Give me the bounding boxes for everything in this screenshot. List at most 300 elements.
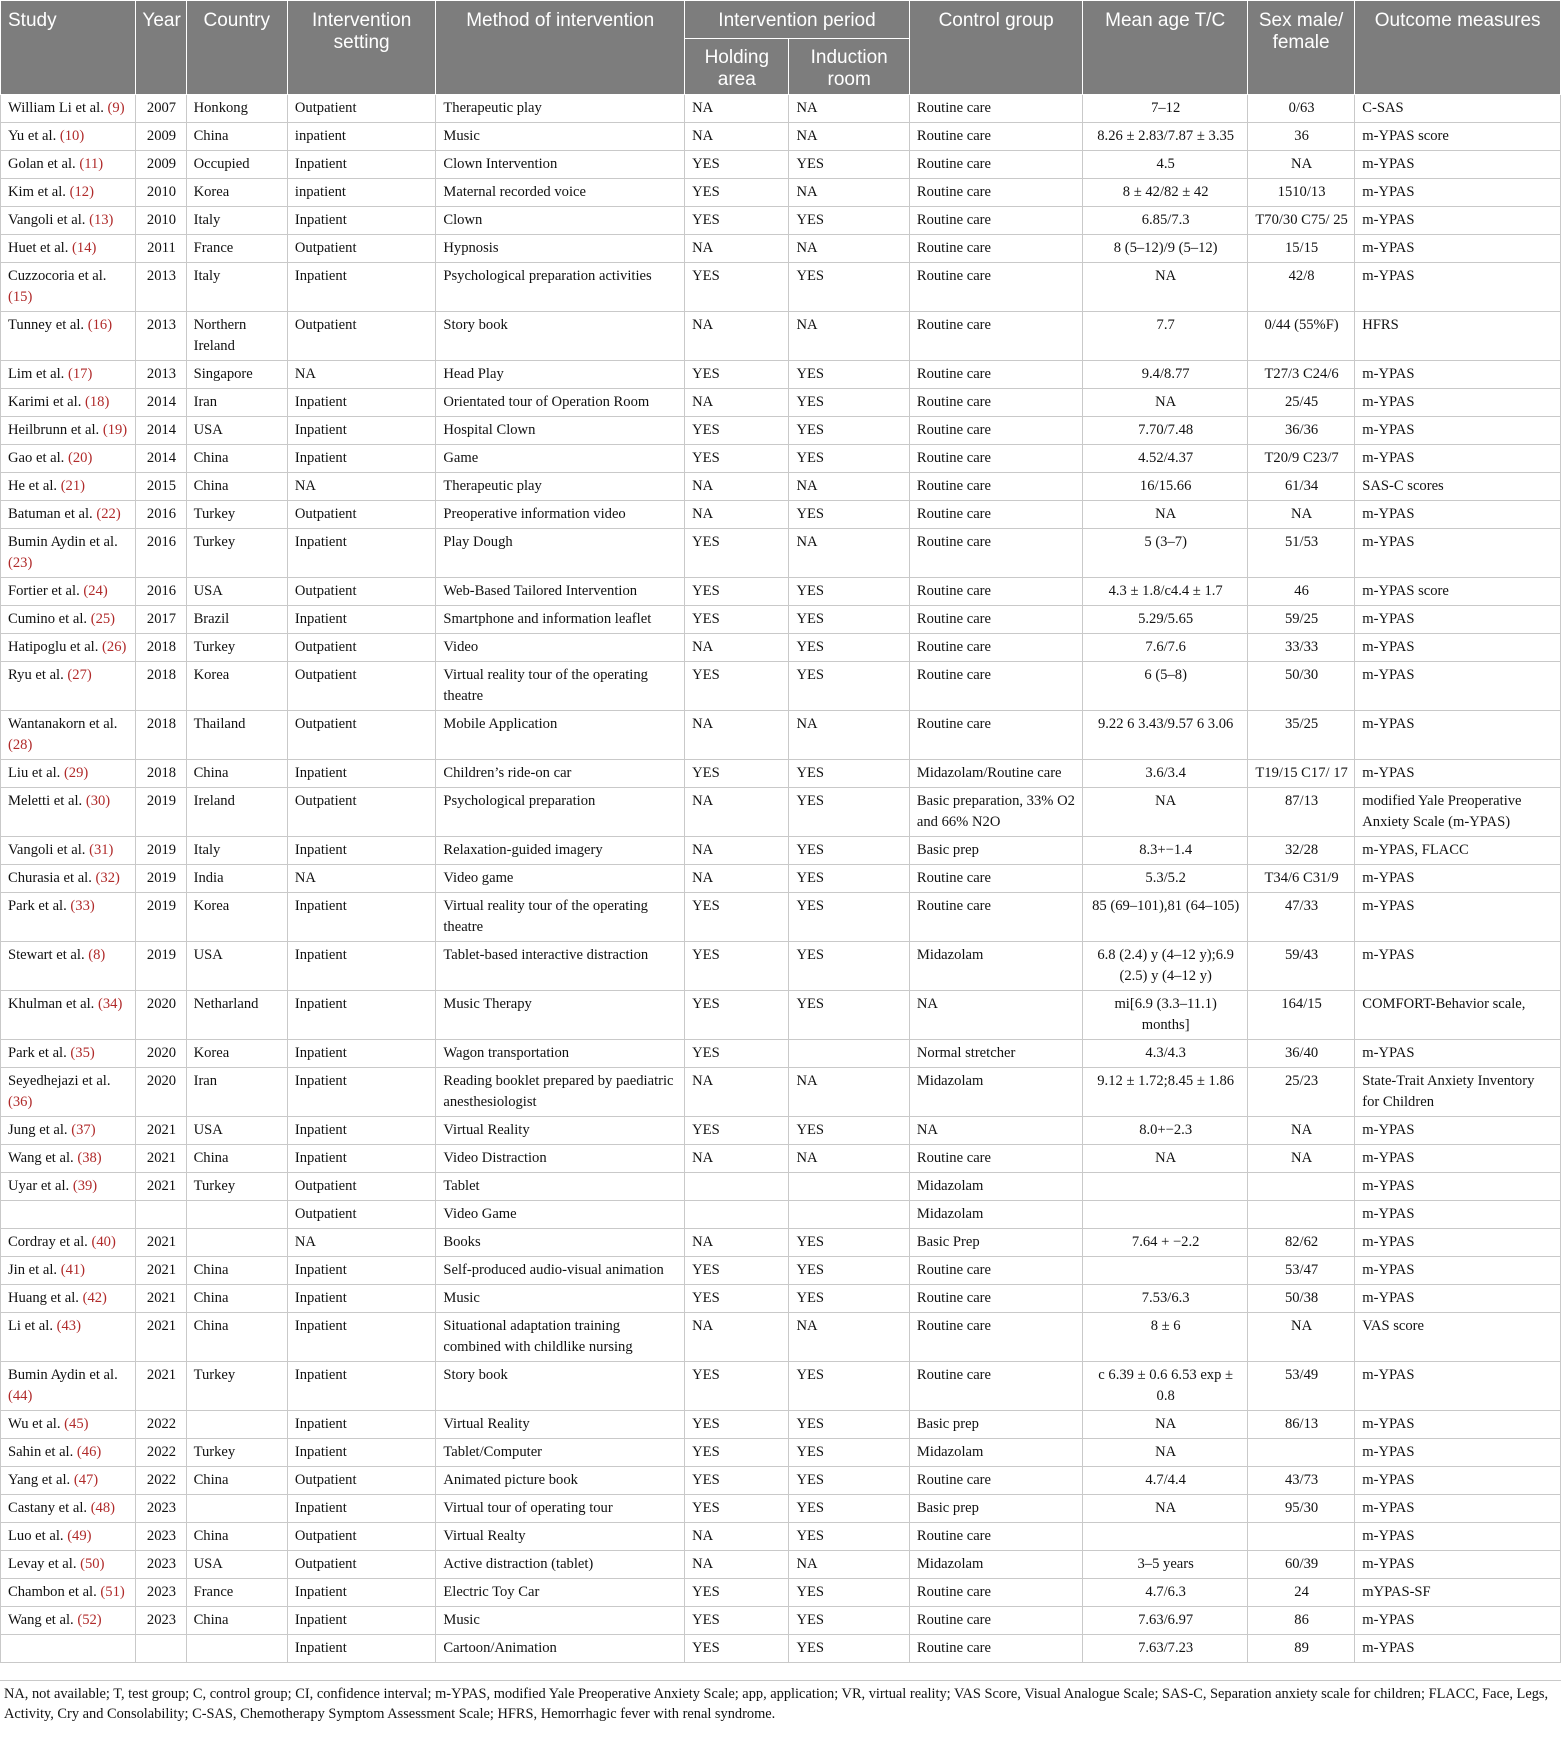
table-row [1,1439,1561,1467]
reference-link[interactable]: (24) [83,583,108,599]
cell-study [1,1579,136,1607]
cell-study [1,711,136,760]
cell-holding: NA [685,1145,789,1173]
reference-link[interactable]: (38) [77,1150,102,1166]
reference-link[interactable]: (19) [102,422,128,438]
cell-induction [789,1173,909,1201]
reference-link[interactable]: (35) [70,1045,95,1061]
cell-year: 2021 [136,1117,186,1145]
cell-holding: NA [685,1523,789,1551]
table-row [1,1285,1561,1313]
study-name: Stewart et al. [8,947,85,963]
cell-age: 5.29/5.65 [1083,606,1248,634]
cell-holding: YES [685,606,789,634]
reference-link[interactable]: (32) [95,870,120,886]
cell-outcome: m-YPAS [1355,529,1561,578]
cell-setting: inpatient [287,179,435,207]
cell-country: Turkey [186,634,287,662]
cell-outcome: m-YPAS [1355,1467,1561,1495]
reference-link[interactable]: (11) [79,156,104,172]
cell-year: 2020 [136,991,186,1040]
table-row [1,634,1561,662]
cell-setting: Outpatient [287,312,435,361]
table-row [1,312,1561,361]
study-name: Kim et al. [8,184,66,200]
cell-age: 7–12 [1083,95,1248,123]
cell-year [136,1635,186,1663]
cell-outcome: m-YPAS [1355,1439,1561,1467]
cell-method: Head Play [436,361,685,389]
reference-link[interactable]: (34) [97,996,123,1012]
cell-control: Routine care [909,473,1083,501]
study-name: Park et al. [8,1045,67,1061]
study-name: Lim et al. [8,366,65,382]
cell-control: Midazolam [909,1068,1083,1117]
cell-method: Video Distraction [436,1145,685,1173]
reference-link[interactable]: (27) [67,667,92,683]
study-name: Meletti et al. [8,793,83,809]
cell-outcome: m-YPAS [1355,893,1561,942]
table-row [1,361,1561,389]
cell-study [1,417,136,445]
cell-method: Mobile Application [436,711,685,760]
cell-sex: NA [1247,151,1354,179]
cell-outcome: m-YPAS [1355,1635,1561,1663]
reference-link[interactable]: (10) [59,128,85,144]
cell-induction: YES [789,1607,909,1635]
reference-link[interactable]: (33) [70,898,95,914]
cell-method: Story book [436,1362,685,1411]
table-row [1,1068,1561,1117]
reference-link[interactable]: (49) [67,1528,92,1544]
study-name: Liu et al. [8,765,61,781]
cell-method: Web-Based Tailored Intervention [436,578,685,606]
cell-induction: YES [789,1495,909,1523]
reference-link[interactable]: (8) [88,947,106,963]
cell-study [1,529,136,578]
table-row [1,1495,1561,1523]
study-name: Golan et al. [8,156,76,172]
cell-sex: T19/15 C17/ 17 [1247,760,1354,788]
cell-setting: Inpatient [287,1411,435,1439]
cell-setting: Inpatient [287,1607,435,1635]
cell-sex: 51/53 [1247,529,1354,578]
cell-method: Books [436,1229,685,1257]
reference-link[interactable]: (22) [96,506,121,522]
cell-setting: Outpatient [287,235,435,263]
cell-sex: 15/15 [1247,235,1354,263]
cell-age: NA [1083,263,1248,312]
cell-country: Korea [186,893,287,942]
cell-induction: NA [789,711,909,760]
cell-control: Midazolam [909,942,1083,991]
cell-year: 2018 [136,662,186,711]
cell-sex: 87/13 [1247,788,1354,837]
cell-method: Video game [436,865,685,893]
table-row [1,711,1561,760]
reference-link[interactable]: (39) [72,1178,98,1194]
cell-control: Routine care [909,445,1083,473]
cell-study [1,1523,136,1551]
study-name: Chambon et al. [8,1584,97,1600]
cell-outcome: m-YPAS [1355,662,1561,711]
reference-link[interactable]: (45) [64,1416,89,1432]
cell-holding: NA [685,123,789,151]
reference-link[interactable]: (16) [87,317,113,333]
cell-control: Routine care [909,865,1083,893]
cell-induction: YES [789,634,909,662]
cell-country: France [186,235,287,263]
cell-year: 2021 [136,1229,186,1257]
cell-country: China [186,1313,287,1362]
cell-study [1,760,136,788]
header-period: Intervention period [685,1,910,39]
study-name: Churasia et al. [8,870,92,886]
cell-induction: YES [789,1229,909,1257]
cell-outcome: modified Yale Preoperative Anxiety Scale (m-YPAS) [1355,788,1561,837]
cell-setting: Inpatient [287,445,435,473]
reference-link[interactable]: (42) [82,1290,107,1306]
cell-year: 2022 [136,1411,186,1439]
cell-setting: Outpatient [287,788,435,837]
cell-sex: 24 [1247,1579,1354,1607]
cell-holding: YES [685,1117,789,1145]
cell-control: Routine care [909,207,1083,235]
cell-setting: Outpatient [287,1467,435,1495]
table-row [1,151,1561,179]
reference-link[interactable]: (48) [90,1500,116,1516]
cell-holding: YES [685,529,789,578]
cell-year: 2018 [136,711,186,760]
cell-method: Tablet/Computer [436,1439,685,1467]
cell-outcome: SAS-C scores [1355,473,1561,501]
cell-method: Active distraction (tablet) [436,1551,685,1579]
reference-link[interactable]: (30) [85,793,111,809]
cell-country: Brazil [186,606,287,634]
reference-link[interactable]: (12) [69,184,94,200]
cell-outcome: m-YPAS [1355,1040,1561,1068]
cell-outcome: m-YPAS [1355,263,1561,312]
cell-study [1,389,136,417]
cell-country: Iran [186,1068,287,1117]
cell-control: Basic preparation, 33% O2 and 66% N2O [909,788,1083,837]
cell-induction: YES [789,760,909,788]
cell-year: 2023 [136,1523,186,1551]
cell-study [1,123,136,151]
table-row [1,1362,1561,1411]
cell-sex: NA [1247,1313,1354,1362]
cell-study [1,606,136,634]
table-row [1,179,1561,207]
cell-age: 8 ± 6 [1083,1313,1248,1362]
cell-year: 2021 [136,1173,186,1201]
cell-study [1,1362,136,1411]
cell-country [186,1411,287,1439]
cell-country: USA [186,578,287,606]
cell-method: Music [436,1285,685,1313]
cell-country: China [186,123,287,151]
cell-year: 2013 [136,312,186,361]
cell-induction: YES [789,991,909,1040]
cell-induction: NA [789,529,909,578]
cell-holding: YES [685,1467,789,1495]
cell-outcome: C-SAS [1355,95,1561,123]
header-outcome: Outcome measures [1355,1,1561,95]
cell-year: 2010 [136,179,186,207]
cell-outcome: m-YPAS [1355,606,1561,634]
reference-link[interactable]: (50) [80,1556,105,1572]
cell-method: Psychological preparation activities [436,263,685,312]
cell-year: 2021 [136,1362,186,1411]
cell-method: Video Game [436,1201,685,1229]
table-row [1,1551,1561,1579]
cell-year: 2019 [136,893,186,942]
cell-induction: NA [789,235,909,263]
cell-control: Routine care [909,312,1083,361]
cell-setting: Inpatient [287,760,435,788]
cell-control: Routine care [909,501,1083,529]
cell-setting: Outpatient [287,95,435,123]
reference-link[interactable]: (36) [8,1094,33,1110]
table-row [1,235,1561,263]
cell-sex: NA [1247,1145,1354,1173]
cell-method: Smartphone and information leaflet [436,606,685,634]
cell-sex: T70/30 C75/ 25 [1247,207,1354,235]
cell-year: 2009 [136,123,186,151]
cell-outcome: m-YPAS [1355,1362,1561,1411]
cell-country: Turkey [186,1173,287,1201]
reference-link[interactable]: (28) [8,737,33,753]
cell-age: 4.3 ± 1.8/c4.4 ± 1.7 [1083,578,1248,606]
cell-setting: Inpatient [287,1362,435,1411]
cell-year: 2014 [136,445,186,473]
cell-sex: NA [1247,1117,1354,1145]
cell-sex: 82/62 [1247,1229,1354,1257]
cell-induction: YES [789,1439,909,1467]
reference-link[interactable]: (44) [8,1388,33,1404]
cell-outcome: m-YPAS [1355,1607,1561,1635]
reference-link[interactable]: (21) [60,478,86,494]
cell-setting: Outpatient [287,662,435,711]
reference-link[interactable]: (25) [90,611,116,627]
reference-link[interactable]: (14) [72,240,97,256]
cell-sex: 95/30 [1247,1495,1354,1523]
study-name: Seyedhejazi et al. [8,1073,111,1089]
cell-method: Preoperative information video [436,501,685,529]
cell-year: 2021 [136,1145,186,1173]
reference-link[interactable]: (17) [68,366,93,382]
cell-holding: YES [685,1607,789,1635]
cell-outcome: m-YPAS [1355,1551,1561,1579]
cell-holding [685,1173,789,1201]
cell-year: 2010 [136,207,186,235]
cell-setting: Inpatient [287,606,435,634]
cell-country [186,1201,287,1229]
cell-method: Situational adaptation training combined with childlike nursing [436,1313,685,1362]
cell-method: Therapeutic play [436,473,685,501]
cell-year: 2016 [136,578,186,606]
study-name: Sahin et al. [8,1444,74,1460]
cell-sex: 53/47 [1247,1257,1354,1285]
cell-country: Italy [186,837,287,865]
table-row [1,389,1561,417]
cell-holding: YES [685,1257,789,1285]
table-row [1,1040,1561,1068]
cell-country: Korea [186,1040,287,1068]
cell-sex: 35/25 [1247,711,1354,760]
cell-country: USA [186,1551,287,1579]
table-row [1,1117,1561,1145]
reference-link[interactable]: (26) [102,639,127,655]
cell-control: Routine care [909,1145,1083,1173]
cell-age: NA [1083,1495,1248,1523]
cell-sex [1247,1173,1354,1201]
cell-sex: 53/49 [1247,1362,1354,1411]
cell-holding: NA [685,501,789,529]
cell-age: 7.70/7.48 [1083,417,1248,445]
cell-age [1083,1257,1248,1285]
cell-setting: Inpatient [287,1145,435,1173]
cell-induction: NA [789,1145,909,1173]
reference-link[interactable]: (46) [76,1444,102,1460]
cell-outcome: m-YPAS [1355,1411,1561,1439]
study-name: Yu et al. [8,128,57,144]
cell-country: Korea [186,179,287,207]
reference-link[interactable]: (51) [100,1584,125,1600]
reference-link[interactable]: (20) [67,450,93,466]
cell-year: 2023 [136,1607,186,1635]
cell-year: 2020 [136,1040,186,1068]
cell-induction: YES [789,389,909,417]
cell-country: USA [186,417,287,445]
header-method: Method of intervention [436,1,685,95]
study-name: Wang et al. [8,1612,74,1628]
cell-sex: 59/25 [1247,606,1354,634]
header-setting: Intervention setting [287,1,435,95]
cell-age: 5.3/5.2 [1083,865,1248,893]
study-name: William Li et al. [8,100,104,116]
cell-method: Wagon transportation [436,1040,685,1068]
cell-sex: 25/23 [1247,1068,1354,1117]
cell-outcome: m-YPAS score [1355,123,1561,151]
cell-year: 2023 [136,1551,186,1579]
reference-link[interactable]: (41) [60,1262,86,1278]
cell-age: NA [1083,788,1248,837]
cell-country: Iran [186,389,287,417]
cell-holding: YES [685,207,789,235]
cell-control: Routine care [909,1257,1083,1285]
reference-link[interactable]: (13) [89,212,114,228]
cell-holding: YES [685,1040,789,1068]
cell-sex: 42/8 [1247,263,1354,312]
cell-induction: YES [789,417,909,445]
cell-country: China [186,1607,287,1635]
reference-link[interactable]: (15) [8,289,33,305]
cell-year: 2019 [136,788,186,837]
table-row [1,1579,1561,1607]
cell-sex: 36 [1247,123,1354,151]
cell-control: Normal stretcher [909,1040,1083,1068]
cell-induction [789,1201,909,1229]
cell-control: Routine care [909,1523,1083,1551]
study-name: Cuzzocoria et al. [8,268,107,284]
cell-holding: YES [685,1579,789,1607]
study-name: Huet et al. [8,240,69,256]
cell-holding: YES [685,445,789,473]
cell-holding: YES [685,1411,789,1439]
reference-link[interactable]: (43) [56,1318,81,1334]
cell-sex: 36/40 [1247,1040,1354,1068]
reference-link[interactable]: (29) [63,765,89,781]
cell-induction: YES [789,263,909,312]
cell-outcome: m-YPAS score [1355,578,1561,606]
cell-study [1,501,136,529]
cell-country: China [186,445,287,473]
cell-control: Routine care [909,634,1083,662]
table-body [1,95,1561,1663]
study-name: Ryu et al. [8,667,64,683]
cell-setting: Inpatient [287,893,435,942]
cell-year: 2009 [136,151,186,179]
reference-link[interactable]: (31) [89,842,114,858]
cell-setting: Outpatient [287,1173,435,1201]
table-row [1,501,1561,529]
cell-control: Midazolam [909,1551,1083,1579]
cell-study [1,893,136,942]
cell-study [1,1117,136,1145]
cell-age: 4.7/4.4 [1083,1467,1248,1495]
cell-age: 8 (5–12)/9 (5–12) [1083,235,1248,263]
cell-setting: Inpatient [287,1068,435,1117]
cell-sex: T34/6 C31/9 [1247,865,1354,893]
cell-year: 2011 [136,235,186,263]
cell-country [186,1635,287,1663]
reference-link[interactable]: (47) [73,1472,99,1488]
cell-year: 2013 [136,263,186,312]
cell-age: 7.63/7.23 [1083,1635,1248,1663]
reference-link[interactable]: (9) [107,100,125,116]
study-name: Levay et al. [8,1556,77,1572]
cell-outcome: m-YPAS [1355,634,1561,662]
cell-study [1,1040,136,1068]
cell-study [1,1607,136,1635]
cell-country: Netharland [186,991,287,1040]
cell-study [1,1201,136,1229]
cell-method: Relaxation-guided imagery [436,837,685,865]
reference-link[interactable]: (23) [8,555,33,571]
cell-study [1,207,136,235]
cell-control: Routine care [909,711,1083,760]
cell-induction: NA [789,95,909,123]
cell-country [186,1229,287,1257]
cell-year: 2016 [136,529,186,578]
reference-link[interactable]: (52) [77,1612,102,1628]
cell-study [1,865,136,893]
reference-link[interactable]: (37) [71,1122,96,1138]
cell-study [1,235,136,263]
cell-control: Basic Prep [909,1229,1083,1257]
cell-control: NA [909,1117,1083,1145]
table-row [1,606,1561,634]
reference-link[interactable]: (40) [91,1234,116,1250]
cell-outcome: m-YPAS [1355,1523,1561,1551]
cell-year: 2014 [136,389,186,417]
study-name: Bumin Aydin et al. [8,534,118,550]
cell-study [1,1467,136,1495]
cell-setting: Outpatient [287,1201,435,1229]
reference-link[interactable]: (18) [85,394,110,410]
table-row [1,1313,1561,1362]
